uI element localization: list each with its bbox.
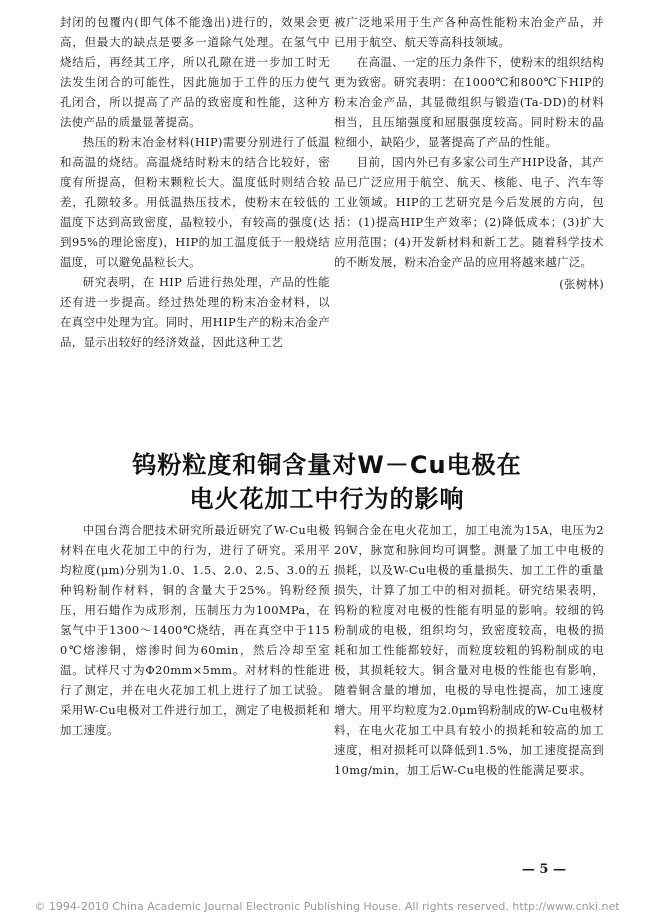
article-title-line-2: 电火花加工中行为的影响	[189, 485, 465, 513]
paragraph: 目前，国内外已有多家公司生产HIP设备，其产品已广泛应用于航空、航天、核能、电子、汽车等工业领域。HIP的工艺研究是今后发展的方向，包括：(1)提高HIP生产效率；(2)降低成本；(3)扩大应用范围；(4)开发新材料和新工艺。随着科学技术的不断发展，粉末冶金产品的应用将越来越广泛。	[334, 155, 604, 269]
article1-column-left	[60, 12, 330, 352]
article2-column-left	[60, 520, 330, 740]
paragraph: 封闭的包覆内(即气体不能逸出)进行的，效果会更高，但最大的缺点是要多一道除气处理。在氢气中烧结后，再经其工序，所以孔隙在进一步加工时无法发生闭合的可能性，因此施加于工件的压力使气孔闭合，所以提高了产品的致密度和性能，这种方法使产品的质量显著提高。	[60, 15, 330, 129]
paragraph: 在高温、一定的压力条件下，使粉末的组织结构更为致密。研究表明：在1000℃和800℃下HIP的粉末冶金产品，其显微组织与锻造(Ta-DD)的材料相当，且压缩强度和屈服强度较高。同时粉末的晶粒细小，缺陷少，显著提高了产品的性能。	[334, 55, 604, 149]
paragraph: 研究表明，在 HIP 后进行热处理，产品的性能还有进一步提高。经过热处理的粉末冶金材料，以在真空中处理为宜。同时，用HIP生产的粉末冶金产品，显示出较好的经济效益，因此这种工艺	[60, 275, 330, 349]
paragraph: 钨铜合金在电火花加工，加工电流为15A，电压为220V，脉宽和脉间均可调整。测量了加工中电极的损耗，以及W-Cu电极的重量损失、加工工件的重量损失，计算了加工中的相对损耗。研究结果表明，钨粉的粒度对电极的性能有明显的影响。较细的钨粉制成的电极，组织均匀，致密度较高，电极的损耗和加工性能都较好，而粒度较粗的钨粉制成的电极，其损耗较大。铜含量对电极的性能也有影响，随着铜含量的增加，电极的导电性提高，加工速度增大。用平均粒度为2.0μm钨粉制成的W-Cu电极材料，在电火花加工中具有较小的损耗和较高的加工速度，相对损耗可以降低到1.5%，加工速度提高到10mg/min，加工后W-Cu电极的性能满足要求。	[334, 523, 604, 777]
paragraph: 中国台湾合肥技术研究所最近研究了W-Cu电极材料在电火花加工中的行为，进行了研究。采用平均粒度(μm)分别为1.0、1.5、2.0、2.5、3.0的五种钨粉制作材料，铜的含量大于25%。钨粉经预压，用石蜡作为成形剂，压制压力为100MPa，在氢气中于1300～1400℃烧结，再在真空中于1150℃熔渗铜，熔渗时间为60min，然后冷却至室温。试样尺寸为Φ20mm×5mm。对材料的性能进行了测定，并在电火花加工机上进行了加工试验。采用W-Cu电极对工件进行加工，测定了电极损耗和加工速度。	[60, 523, 330, 737]
author-signature: (张树林)	[559, 277, 604, 291]
page-number: — 5 —	[521, 862, 566, 877]
paragraph: 热压的粉末冶金材料(HIP)需要分别进行了低温和高温的烧结。高温烧结时粉末的结合比较好，密度有所提高，但粉末颗粒长大。温度低时则结合较差，孔隙较多。用低温热压技术，使粉末在较低的温度下达到高致密度，晶粒较小，有较高的强度(达到95%的理论密度)，HIP的加工温度低于一般烧结温度，可以避免晶粒长大。	[60, 135, 330, 269]
paragraph: 被广泛地采用于生产各种高性能粉末冶金产品，并已用于航空、航天等高科技领域。	[334, 15, 604, 49]
article2-column-right	[334, 520, 604, 780]
article-title-line-1: 钨粉粒度和铜含量对W－Cu电极在	[132, 451, 522, 479]
article1-column-right	[334, 12, 604, 294]
copyright-footer: © 1994-2010 China Academic Journal Electronic Publishing House. All rights reserved. http://www.cnki.net	[34, 900, 620, 913]
